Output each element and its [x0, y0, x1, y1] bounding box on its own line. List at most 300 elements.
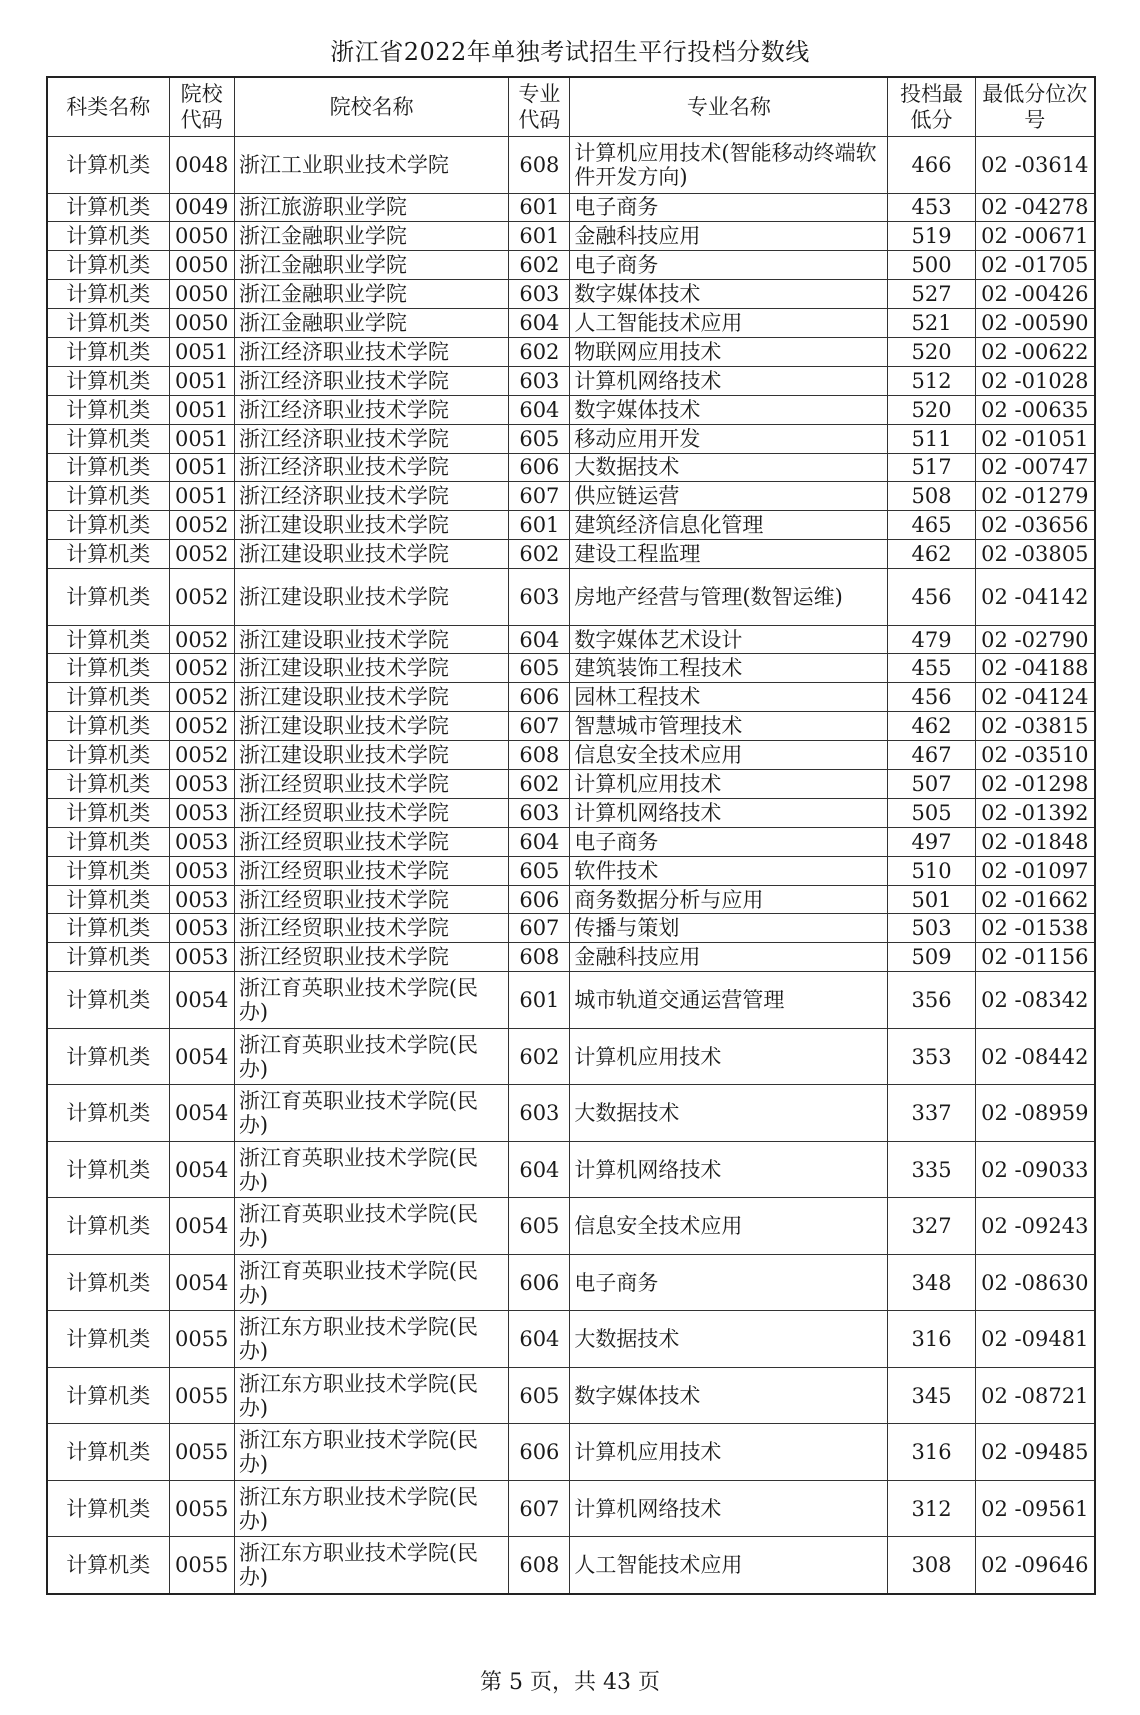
- school-code-cell: 0050: [169, 251, 234, 280]
- table-row: [47, 1367, 1095, 1424]
- major-name-cell: 数字媒体技术: [570, 280, 888, 309]
- major-name-cell: 建筑经济信息化管理: [570, 511, 888, 540]
- min-rank-cell: 02 -01051: [975, 424, 1095, 453]
- school-code-cell: 0051: [169, 453, 234, 482]
- school-code-cell: 0052: [169, 741, 234, 770]
- major-name-cell: 人工智能技术应用: [570, 1537, 888, 1594]
- table-row: [47, 827, 1095, 856]
- table-row: [47, 309, 1095, 338]
- table-row: [47, 511, 1095, 540]
- table-row: [47, 1480, 1095, 1537]
- school-name-cell: 浙江建设职业技术学院: [234, 683, 509, 712]
- major-name-cell: 人工智能技术应用: [570, 309, 888, 338]
- major-name-cell: 计算机网络技术: [570, 798, 888, 827]
- school-code-cell: 0051: [169, 424, 234, 453]
- major-name-cell: 建设工程监理: [570, 540, 888, 569]
- major-code-cell: 607: [509, 712, 570, 741]
- school-code-cell: 0053: [169, 885, 234, 914]
- min-rank-cell: 02 -09481: [975, 1311, 1095, 1368]
- min-score-cell: 503: [888, 914, 975, 943]
- major-name-cell: 供应链运营: [570, 482, 888, 511]
- min-rank-cell: 02 -09561: [975, 1480, 1095, 1537]
- major-name-cell: 计算机网络技术: [570, 1480, 888, 1537]
- school-name-cell: 浙江旅游职业学院: [234, 193, 509, 222]
- major-name-cell: 传播与策划: [570, 914, 888, 943]
- major-code-cell: 604: [509, 1141, 570, 1198]
- category-cell: 计算机类: [47, 770, 169, 799]
- min-score-cell: 479: [888, 625, 975, 654]
- min-rank-cell: 02 -03656: [975, 511, 1095, 540]
- school-name-cell: 浙江金融职业学院: [234, 280, 509, 309]
- major-name-cell: 城市轨道交通运营管理: [570, 972, 888, 1029]
- category-cell: 计算机类: [47, 712, 169, 741]
- school-code-cell: 0052: [169, 712, 234, 741]
- min-rank-cell: 02 -01662: [975, 885, 1095, 914]
- major-name-cell: 房地产经营与管理(数智运维): [570, 569, 888, 626]
- min-score-cell: 456: [888, 683, 975, 712]
- min-rank-cell: 02 -00622: [975, 337, 1095, 366]
- min-rank-cell: 02 -01156: [975, 943, 1095, 972]
- major-name-cell: 计算机应用技术(智能移动终端软件开发方向): [570, 137, 888, 194]
- school-code-cell: 0053: [169, 798, 234, 827]
- min-rank-cell: 02 -08630: [975, 1254, 1095, 1311]
- school-code-cell: 0050: [169, 222, 234, 251]
- table-row: [47, 193, 1095, 222]
- school-name-cell: 浙江经贸职业技术学院: [234, 885, 509, 914]
- major-code-cell: 605: [509, 424, 570, 453]
- school-code-cell: 0050: [169, 309, 234, 338]
- school-name-cell: 浙江建设职业技术学院: [234, 712, 509, 741]
- table-row: [47, 1028, 1095, 1085]
- major-code-cell: 604: [509, 395, 570, 424]
- major-code-cell: 601: [509, 222, 570, 251]
- major-name-cell: 智慧城市管理技术: [570, 712, 888, 741]
- major-code-cell: 606: [509, 1424, 570, 1481]
- major-code-cell: 602: [509, 337, 570, 366]
- major-code-cell: 608: [509, 741, 570, 770]
- major-name-cell: 计算机应用技术: [570, 770, 888, 799]
- school-name-cell: 浙江育英职业技术学院(民办): [234, 1198, 509, 1255]
- category-cell: 计算机类: [47, 1367, 169, 1424]
- category-cell: 计算机类: [47, 1537, 169, 1594]
- min-score-cell: 337: [888, 1085, 975, 1142]
- min-rank-cell: 02 -08442: [975, 1028, 1095, 1085]
- table-row: [47, 625, 1095, 654]
- category-cell: 计算机类: [47, 337, 169, 366]
- table-row: [47, 741, 1095, 770]
- major-code-cell: 603: [509, 1085, 570, 1142]
- major-name-cell: 大数据技术: [570, 453, 888, 482]
- table-row: [47, 1537, 1095, 1594]
- major-name-cell: 园林工程技术: [570, 683, 888, 712]
- major-code-cell: 602: [509, 251, 570, 280]
- school-name-cell: 浙江建设职业技术学院: [234, 741, 509, 770]
- min-rank-cell: 02 -08959: [975, 1085, 1095, 1142]
- major-code-cell: 604: [509, 625, 570, 654]
- min-rank-cell: 02 -01028: [975, 366, 1095, 395]
- major-name-cell: 电子商务: [570, 193, 888, 222]
- min-score-cell: 467: [888, 741, 975, 770]
- major-code-cell: 603: [509, 280, 570, 309]
- major-code-cell: 604: [509, 1311, 570, 1368]
- score-table: [46, 76, 1096, 1595]
- min-score-cell: 520: [888, 395, 975, 424]
- category-cell: 计算机类: [47, 683, 169, 712]
- table-row: [47, 337, 1095, 366]
- major-name-cell: 软件技术: [570, 856, 888, 885]
- min-rank-cell: 02 -03614: [975, 137, 1095, 194]
- category-cell: 计算机类: [47, 193, 169, 222]
- min-score-cell: 335: [888, 1141, 975, 1198]
- min-rank-cell: 02 -03510: [975, 741, 1095, 770]
- major-name-cell: 数字媒体艺术设计: [570, 625, 888, 654]
- category-cell: 计算机类: [47, 972, 169, 1029]
- school-name-cell: 浙江经济职业技术学院: [234, 395, 509, 424]
- category-cell: 计算机类: [47, 1254, 169, 1311]
- header-school-name: 院校名称: [234, 77, 509, 137]
- header-major-name: 专业名称: [570, 77, 888, 137]
- major-name-cell: 计算机网络技术: [570, 1141, 888, 1198]
- page-footer: 第 5 页，共 43 页: [480, 1670, 660, 1695]
- school-name-cell: 浙江经贸职业技术学院: [234, 856, 509, 885]
- major-name-cell: 信息安全技术应用: [570, 741, 888, 770]
- header-row: [47, 77, 1095, 137]
- school-code-cell: 0051: [169, 395, 234, 424]
- min-score-cell: 316: [888, 1424, 975, 1481]
- min-score-cell: 308: [888, 1537, 975, 1594]
- school-code-cell: 0053: [169, 827, 234, 856]
- major-name-cell: 大数据技术: [570, 1085, 888, 1142]
- min-rank-cell: 02 -02790: [975, 625, 1095, 654]
- major-name-cell: 大数据技术: [570, 1311, 888, 1368]
- school-name-cell: 浙江建设职业技术学院: [234, 511, 509, 540]
- major-name-cell: 数字媒体技术: [570, 1367, 888, 1424]
- major-name-cell: 数字媒体技术: [570, 395, 888, 424]
- school-code-cell: 0055: [169, 1480, 234, 1537]
- major-code-cell: 605: [509, 1198, 570, 1255]
- min-rank-cell: 02 -01298: [975, 770, 1095, 799]
- school-name-cell: 浙江建设职业技术学院: [234, 654, 509, 683]
- min-score-cell: 316: [888, 1311, 975, 1368]
- category-cell: 计算机类: [47, 540, 169, 569]
- major-code-cell: 603: [509, 366, 570, 395]
- category-cell: 计算机类: [47, 827, 169, 856]
- min-score-cell: 520: [888, 337, 975, 366]
- category-cell: 计算机类: [47, 625, 169, 654]
- table-row: [47, 1085, 1095, 1142]
- min-score-cell: 512: [888, 366, 975, 395]
- major-name-cell: 移动应用开发: [570, 424, 888, 453]
- major-code-cell: 602: [509, 770, 570, 799]
- major-code-cell: 608: [509, 943, 570, 972]
- school-code-cell: 0054: [169, 1254, 234, 1311]
- min-score-cell: 462: [888, 712, 975, 741]
- min-rank-cell: 02 -04124: [975, 683, 1095, 712]
- school-code-cell: 0054: [169, 1028, 234, 1085]
- school-name-cell: 浙江东方职业技术学院(民办): [234, 1367, 509, 1424]
- school-code-cell: 0054: [169, 1198, 234, 1255]
- min-rank-cell: 02 -08721: [975, 1367, 1095, 1424]
- major-name-cell: 电子商务: [570, 827, 888, 856]
- school-name-cell: 浙江东方职业技术学院(民办): [234, 1311, 509, 1368]
- major-code-cell: 605: [509, 1367, 570, 1424]
- min-rank-cell: 02 -09646: [975, 1537, 1095, 1594]
- table-row: [47, 366, 1095, 395]
- min-rank-cell: 02 -04142: [975, 569, 1095, 626]
- school-name-cell: 浙江工业职业技术学院: [234, 137, 509, 194]
- min-rank-cell: 02 -09243: [975, 1198, 1095, 1255]
- min-score-cell: 527: [888, 280, 975, 309]
- major-code-cell: 603: [509, 798, 570, 827]
- school-name-cell: 浙江金融职业学院: [234, 251, 509, 280]
- major-code-cell: 608: [509, 1537, 570, 1594]
- major-code-cell: 604: [509, 827, 570, 856]
- school-name-cell: 浙江建设职业技术学院: [234, 540, 509, 569]
- min-rank-cell: 02 -01097: [975, 856, 1095, 885]
- min-rank-cell: 02 -00590: [975, 309, 1095, 338]
- header-school-code: 院校代码: [169, 77, 234, 137]
- table-row: [47, 1311, 1095, 1368]
- category-cell: 计算机类: [47, 511, 169, 540]
- school-code-cell: 0051: [169, 482, 234, 511]
- min-score-cell: 511: [888, 424, 975, 453]
- table-row: [47, 712, 1095, 741]
- category-cell: 计算机类: [47, 569, 169, 626]
- table-row: [47, 280, 1095, 309]
- school-name-cell: 浙江建设职业技术学院: [234, 625, 509, 654]
- table-row: [47, 856, 1095, 885]
- min-score-cell: 465: [888, 511, 975, 540]
- school-name-cell: 浙江建设职业技术学院: [234, 569, 509, 626]
- school-code-cell: 0052: [169, 625, 234, 654]
- category-cell: 计算机类: [47, 482, 169, 511]
- min-score-cell: 508: [888, 482, 975, 511]
- min-rank-cell: 02 -01538: [975, 914, 1095, 943]
- table-row: [47, 1198, 1095, 1255]
- table-row: [47, 395, 1095, 424]
- school-name-cell: 浙江育英职业技术学院(民办): [234, 1028, 509, 1085]
- school-code-cell: 0048: [169, 137, 234, 194]
- school-code-cell: 0051: [169, 337, 234, 366]
- table-row: [47, 251, 1095, 280]
- school-name-cell: 浙江经贸职业技术学院: [234, 770, 509, 799]
- category-cell: 计算机类: [47, 309, 169, 338]
- major-code-cell: 601: [509, 972, 570, 1029]
- major-name-cell: 金融科技应用: [570, 222, 888, 251]
- school-code-cell: 0054: [169, 972, 234, 1029]
- category-cell: 计算机类: [47, 424, 169, 453]
- min-rank-cell: 02 -01848: [975, 827, 1095, 856]
- school-name-cell: 浙江东方职业技术学院(民办): [234, 1480, 509, 1537]
- school-code-cell: 0052: [169, 540, 234, 569]
- major-code-cell: 605: [509, 654, 570, 683]
- category-cell: 计算机类: [47, 137, 169, 194]
- school-code-cell: 0052: [169, 511, 234, 540]
- school-name-cell: 浙江经济职业技术学院: [234, 453, 509, 482]
- school-name-cell: 浙江东方职业技术学院(民办): [234, 1424, 509, 1481]
- major-code-cell: 608: [509, 137, 570, 194]
- category-cell: 计算机类: [47, 395, 169, 424]
- school-name-cell: 浙江经济职业技术学院: [234, 424, 509, 453]
- min-rank-cell: 02 -09033: [975, 1141, 1095, 1198]
- school-name-cell: 浙江经贸职业技术学院: [234, 827, 509, 856]
- school-code-cell: 0054: [169, 1085, 234, 1142]
- min-score-cell: 453: [888, 193, 975, 222]
- table-row: [47, 424, 1095, 453]
- school-name-cell: 浙江经贸职业技术学院: [234, 943, 509, 972]
- school-name-cell: 浙江经济职业技术学院: [234, 482, 509, 511]
- category-cell: 计算机类: [47, 1424, 169, 1481]
- school-code-cell: 0051: [169, 366, 234, 395]
- min-score-cell: 345: [888, 1367, 975, 1424]
- table-row: [47, 1424, 1095, 1481]
- table-row: [47, 137, 1095, 194]
- major-name-cell: 信息安全技术应用: [570, 1198, 888, 1255]
- category-cell: 计算机类: [47, 1311, 169, 1368]
- min-score-cell: 505: [888, 798, 975, 827]
- major-name-cell: 商务数据分析与应用: [570, 885, 888, 914]
- major-code-cell: 607: [509, 482, 570, 511]
- school-code-cell: 0055: [169, 1424, 234, 1481]
- min-score-cell: 466: [888, 137, 975, 194]
- major-code-cell: 604: [509, 309, 570, 338]
- category-cell: 计算机类: [47, 1480, 169, 1537]
- school-name-cell: 浙江东方职业技术学院(民办): [234, 1537, 509, 1594]
- major-name-cell: 建筑装饰工程技术: [570, 654, 888, 683]
- header-min-rank: 最低分位次号: [975, 77, 1095, 137]
- major-code-cell: 602: [509, 540, 570, 569]
- table-row: [47, 885, 1095, 914]
- category-cell: 计算机类: [47, 885, 169, 914]
- category-cell: 计算机类: [47, 856, 169, 885]
- table-row: [47, 943, 1095, 972]
- school-name-cell: 浙江经贸职业技术学院: [234, 798, 509, 827]
- min-rank-cell: 02 -00747: [975, 453, 1095, 482]
- major-code-cell: 601: [509, 511, 570, 540]
- school-code-cell: 0049: [169, 193, 234, 222]
- major-code-cell: 603: [509, 569, 570, 626]
- min-score-cell: 312: [888, 1480, 975, 1537]
- min-score-cell: 517: [888, 453, 975, 482]
- major-code-cell: 602: [509, 1028, 570, 1085]
- category-cell: 计算机类: [47, 1085, 169, 1142]
- category-cell: 计算机类: [47, 1141, 169, 1198]
- min-score-cell: 519: [888, 222, 975, 251]
- min-rank-cell: 02 -09485: [975, 1424, 1095, 1481]
- major-code-cell: 606: [509, 683, 570, 712]
- category-cell: 计算机类: [47, 654, 169, 683]
- major-name-cell: 计算机应用技术: [570, 1028, 888, 1085]
- category-cell: 计算机类: [47, 453, 169, 482]
- min-rank-cell: 02 -01705: [975, 251, 1095, 280]
- table-row: [47, 914, 1095, 943]
- school-code-cell: 0055: [169, 1367, 234, 1424]
- major-code-cell: 601: [509, 193, 570, 222]
- header-min-score: 投档最低分: [888, 77, 975, 137]
- table-row: [47, 569, 1095, 626]
- table-row: [47, 1141, 1095, 1198]
- min-score-cell: 455: [888, 654, 975, 683]
- category-cell: 计算机类: [47, 741, 169, 770]
- school-code-cell: 0053: [169, 914, 234, 943]
- school-code-cell: 0053: [169, 943, 234, 972]
- school-name-cell: 浙江育英职业技术学院(民办): [234, 1254, 509, 1311]
- category-cell: 计算机类: [47, 943, 169, 972]
- school-name-cell: 浙江经济职业技术学院: [234, 337, 509, 366]
- min-score-cell: 509: [888, 943, 975, 972]
- min-score-cell: 507: [888, 770, 975, 799]
- major-code-cell: 605: [509, 856, 570, 885]
- major-name-cell: 物联网应用技术: [570, 337, 888, 366]
- min-rank-cell: 02 -01392: [975, 798, 1095, 827]
- category-cell: 计算机类: [47, 280, 169, 309]
- min-score-cell: 462: [888, 540, 975, 569]
- page-title: 浙江省2022年单独考试招生平行投档分数线: [330, 38, 810, 66]
- major-name-cell: 金融科技应用: [570, 943, 888, 972]
- school-name-cell: 浙江育英职业技术学院(民办): [234, 1141, 509, 1198]
- table-row: [47, 482, 1095, 511]
- major-code-cell: 606: [509, 1254, 570, 1311]
- school-code-cell: 0055: [169, 1537, 234, 1594]
- category-cell: 计算机类: [47, 1028, 169, 1085]
- min-rank-cell: 02 -00635: [975, 395, 1095, 424]
- school-code-cell: 0050: [169, 280, 234, 309]
- min-score-cell: 501: [888, 885, 975, 914]
- min-rank-cell: 02 -03805: [975, 540, 1095, 569]
- min-score-cell: 348: [888, 1254, 975, 1311]
- school-code-cell: 0055: [169, 1311, 234, 1368]
- min-rank-cell: 02 -08342: [975, 972, 1095, 1029]
- min-score-cell: 353: [888, 1028, 975, 1085]
- category-cell: 计算机类: [47, 251, 169, 280]
- category-cell: 计算机类: [47, 366, 169, 395]
- table-row: [47, 222, 1095, 251]
- table-row: [47, 453, 1095, 482]
- min-score-cell: 327: [888, 1198, 975, 1255]
- school-code-cell: 0052: [169, 569, 234, 626]
- min-rank-cell: 02 -01279: [975, 482, 1095, 511]
- major-code-cell: 607: [509, 914, 570, 943]
- min-score-cell: 456: [888, 569, 975, 626]
- min-score-cell: 500: [888, 251, 975, 280]
- table-row: [47, 1254, 1095, 1311]
- table-row: [47, 540, 1095, 569]
- school-name-cell: 浙江育英职业技术学院(民办): [234, 972, 509, 1029]
- header-category: 科类名称: [47, 77, 169, 137]
- school-code-cell: 0053: [169, 856, 234, 885]
- table-row: [47, 798, 1095, 827]
- table-body: [47, 137, 1095, 1594]
- table-row: [47, 683, 1095, 712]
- school-name-cell: 浙江经济职业技术学院: [234, 366, 509, 395]
- category-cell: 计算机类: [47, 222, 169, 251]
- school-name-cell: 浙江金融职业学院: [234, 222, 509, 251]
- table-row: [47, 972, 1095, 1029]
- min-score-cell: 521: [888, 309, 975, 338]
- category-cell: 计算机类: [47, 798, 169, 827]
- header-major-code: 专业代码: [509, 77, 570, 137]
- table-row: [47, 770, 1095, 799]
- major-name-cell: 计算机网络技术: [570, 366, 888, 395]
- school-code-cell: 0052: [169, 683, 234, 712]
- major-name-cell: 电子商务: [570, 251, 888, 280]
- school-name-cell: 浙江经贸职业技术学院: [234, 914, 509, 943]
- major-code-cell: 606: [509, 453, 570, 482]
- school-code-cell: 0052: [169, 654, 234, 683]
- min-rank-cell: 02 -00671: [975, 222, 1095, 251]
- min-rank-cell: 02 -00426: [975, 280, 1095, 309]
- major-code-cell: 607: [509, 1480, 570, 1537]
